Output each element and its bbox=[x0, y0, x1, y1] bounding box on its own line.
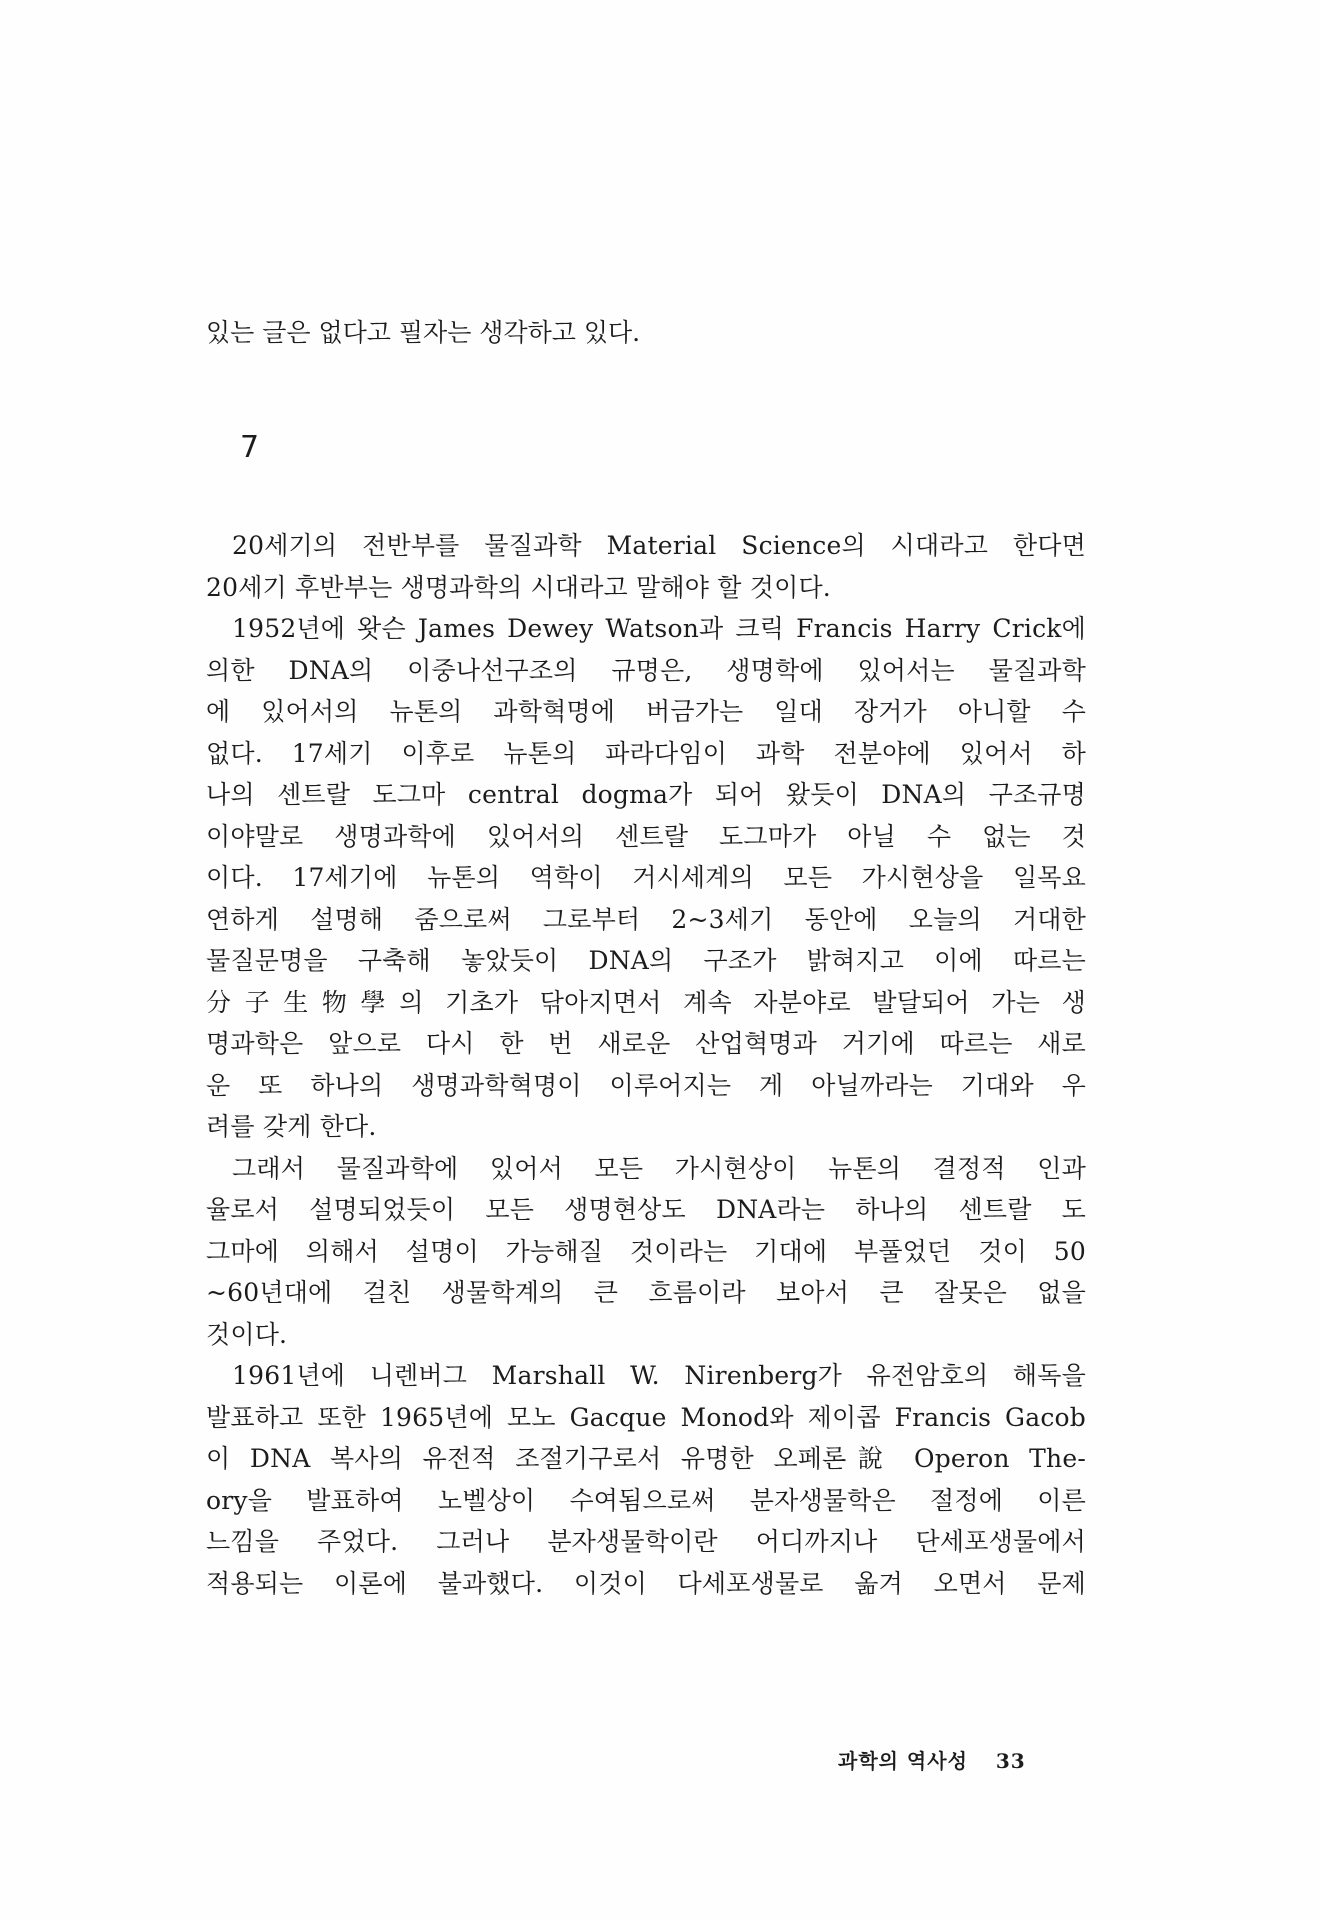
text-line: 分子生物學의 기초가 닦아지면서 계속 자분야로 발달되어 가는 생 bbox=[206, 987, 1086, 1017]
page-number: 33 bbox=[995, 1749, 1026, 1773]
text-line: 발표하고 또한 1965년에 모노 Gacque Monod와 제이콥 Francis Gacob bbox=[206, 1402, 1086, 1432]
text-line: 이 DNA 복사의 유전적 조절기구로서 유명한 오페론說 Operon The- bbox=[206, 1444, 1086, 1473]
text-line: 1961년에 니렌버그 Marshall W. Nirenberg가 유전암호의 해독을 bbox=[232, 1361, 1086, 1390]
text-line: 적용되는 이론에 불과했다. 이것이 다세포생물로 옮겨 오면서 문제 bbox=[206, 1568, 1086, 1598]
text-line: 나의 센트랄 도그마 central dogma가 되어 왔듯이 DNA의 구조규명 bbox=[206, 780, 1086, 809]
running-title: 과학의 역사성 bbox=[838, 1749, 968, 1773]
intro-line: 있는 글은 없다고 필자는 생각하고 있다. bbox=[206, 318, 641, 347]
text-line: 율로서 설명되었듯이 모든 생명현상도 DNA라는 하나의 센트랄 도 bbox=[206, 1195, 1086, 1224]
text-line: 느낌을 주었다. 그러나 분자생물학이란 어디까지나 단세포생물에서 bbox=[206, 1527, 1086, 1556]
text-line: 없다. 17세기 이후로 뉴톤의 파라다임이 과학 전분야에 있어서 하 bbox=[206, 738, 1086, 768]
section-number: 7 bbox=[240, 430, 260, 465]
text-line: 그래서 물질과학에 있어서 모든 가시현상이 뉴톤의 결정적 인과 bbox=[232, 1153, 1086, 1183]
text-line: 명과학은 앞으로 다시 한 번 새로운 산업혁명과 거기에 따르는 새로 bbox=[206, 1029, 1086, 1058]
body-text bbox=[206, 525, 1086, 1604]
text-line: 에 있어서의 뉴톤의 과학혁명에 버금가는 일대 장거가 아니할 수 bbox=[206, 697, 1086, 726]
text-line: ory을 발표하여 노벨상이 수여됨으로써 분자생물학은 절정에 이른 bbox=[206, 1485, 1086, 1515]
text-line: 20세기 후반부는 생명과학의 시대라고 말해야 할 것이다. bbox=[206, 572, 831, 602]
text-line: 것이다. bbox=[206, 1319, 288, 1349]
text-line: 운 또 하나의 생명과학혁명이 이루어지는 게 아닐까라는 기대와 우 bbox=[206, 1070, 1086, 1100]
text-line: 물질문명을 구축해 놓았듯이 DNA의 구조가 밝혀지고 이에 따르는 bbox=[206, 946, 1086, 975]
text-line: 이야말로 생명과학에 있어서의 센트랄 도그마가 아닐 수 없는 것 bbox=[206, 821, 1086, 851]
text-line: 20세기의 전반부를 물질과학 Material Science의 시대라고 한다면 bbox=[232, 531, 1086, 560]
text-line: 그마에 의해서 설명이 가능해질 것이라는 기대에 부풀었던 것이 50 bbox=[206, 1236, 1086, 1266]
page-footer bbox=[838, 1747, 1026, 1775]
text-line: 1952년에 왓슨 James Dewey Watson과 크릭 Francis Harry Crick에 bbox=[232, 614, 1086, 643]
text-line: 연하게 설명해 줌으로써 그로부터 2~3세기 동안에 오늘의 거대한 bbox=[206, 904, 1086, 934]
text-line: 이다. 17세기에 뉴톤의 역학이 거시세계의 모든 가시현상을 일목요 bbox=[206, 863, 1086, 892]
text-line: 의한 DNA의 이중나선구조의 규명은, 생명학에 있어서는 물질과학 bbox=[206, 655, 1086, 685]
text-line: 려를 갖게 한다. bbox=[206, 1112, 377, 1141]
text-line: ~60년대에 걸친 생물학계의 큰 흐름이라 보아서 큰 잘못은 없을 bbox=[206, 1278, 1086, 1307]
